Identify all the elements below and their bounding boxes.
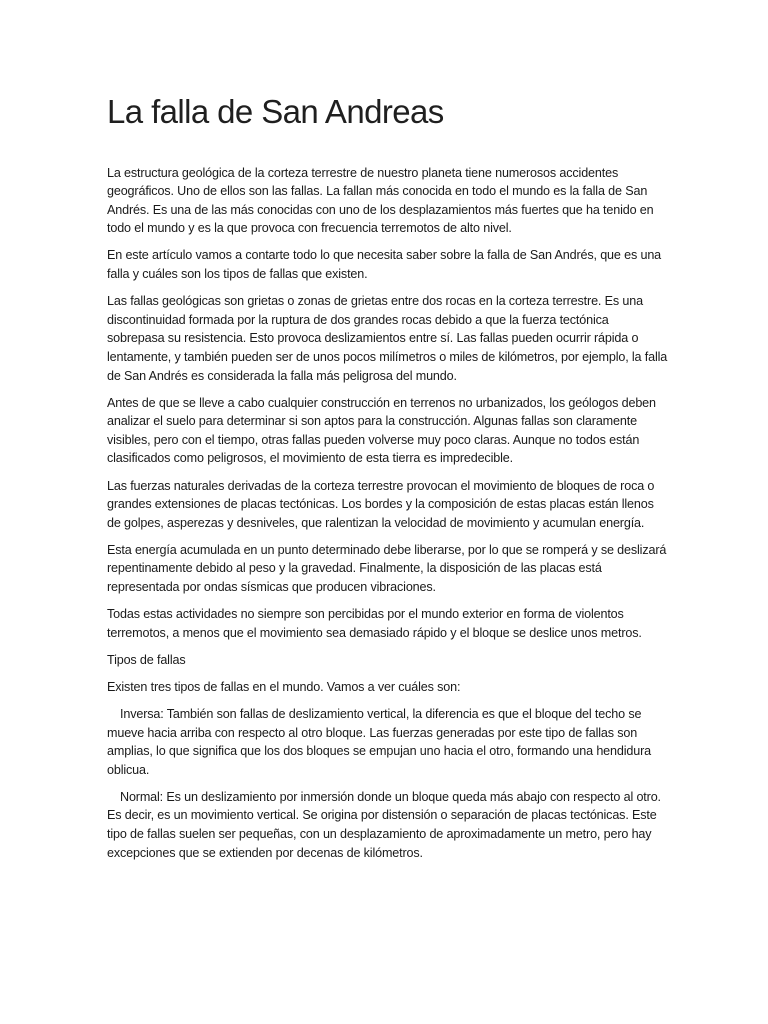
section-heading-fault-types: Tipos de fallas: [107, 652, 186, 667]
paragraph-fault-definition: Las fallas geológicas son grietas o zonas de grietas entre dos rocas en la corteza terrestre. Es una discontinuidad formada por la ruptura de dos grandes rocas debido a que la fuerza tectónica sobrepasa su resistencia. Esto provoca deslizamientos entre sí. Las fallas pueden ocurrir rápida o lentamente, y también pueden ser de unos pocos milímetros o miles de kilómetros, por ejemplo, la falla de San Andrés es considerada la falla más peligrosa del mundo.: [107, 294, 668, 383]
paragraph-reverse-fault: Inversa: También son fallas de deslizamiento vertical, la diferencia es que el bloque del techo se mueve hacia arriba con respecto al otro bloque. Las fuerzas generadas por este tipo de fallas son amplias, lo que significa que los dos bloques se empujan uno hacia el otro, formando una hendidura oblicua.: [107, 706, 651, 777]
paragraph-types-intro: Existen tres tipos de fallas en el mundo. Vamos a ver cuáles son:: [107, 679, 461, 694]
paragraph-natural-forces: Las fuerzas naturales derivadas de la corteza terrestre provocan el movimiento de bloques de roca o grandes extensiones de placas tectónicas. Los bordes y la composición de estas placas están llenos de golpes, asperezas y desniveles, que ralentizan la velocidad de movimiento y acumulan energía.: [107, 478, 655, 530]
paragraph-activities: Todas estas actividades no siempre son percibidas por el mundo exterior en forma de violentos terremotos, a menos que el movimiento sea demasiado rápido y el bloque se deslice unos metros.: [107, 607, 642, 640]
page-title: La falla de San Andreas: [107, 93, 444, 130]
paragraph-article-scope: En este artículo vamos a contarte todo lo que necesita saber sobre la falla de San Andrés, que es una falla y cuáles son los tipos de fallas que existen.: [107, 248, 662, 282]
paragraph-normal-fault: Normal: Es un deslizamiento por inmersión donde un bloque queda más abajo con respecto al otro. Es decir, es un movimiento vertical. Se origina por distensión o separación de placas tectónicas. Este tipo de fallas suelen ser pequeñas, con un desplazamiento de aproximadamente un metro, pero hay excepciones que se extienden por decenas de kilómetros.: [107, 789, 661, 860]
paragraph-energy: Esta energía acumulada en un punto determinado debe liberarse, por lo que se romperá y se deslizará repentinamente debido al peso y la gravedad. Finalmente, la disposición de las placas está representada por ondas sísmicas que producen vibraciones.: [107, 542, 667, 594]
paragraph-intro: La estructura geológica de la corteza terrestre de nuestro planeta tiene numerosos accidentes geográficos. Uno de ellos son las fallas. La fallan más conocida en todo el mundo es la falla de San Andrés. Es una de las más conocidas con uno de los desplazamientos más fuertes que ha tenido en todo el mundo y es la que provoca con frecuencia terremotos de alto nivel.: [107, 165, 654, 236]
paragraph-construction: Antes de que se lleve a cabo cualquier construcción en terrenos no urbanizados, los geólogos deben analizar el suelo para determinar si son aptos para la construcción. Algunas fallas son claramente visibles, pero con el tiempo, otras fallas pueden volverse muy poco claras. Aunque no todos están clasificados como peligrosos, el movimiento de esta tierra es impredecible.: [107, 395, 656, 466]
